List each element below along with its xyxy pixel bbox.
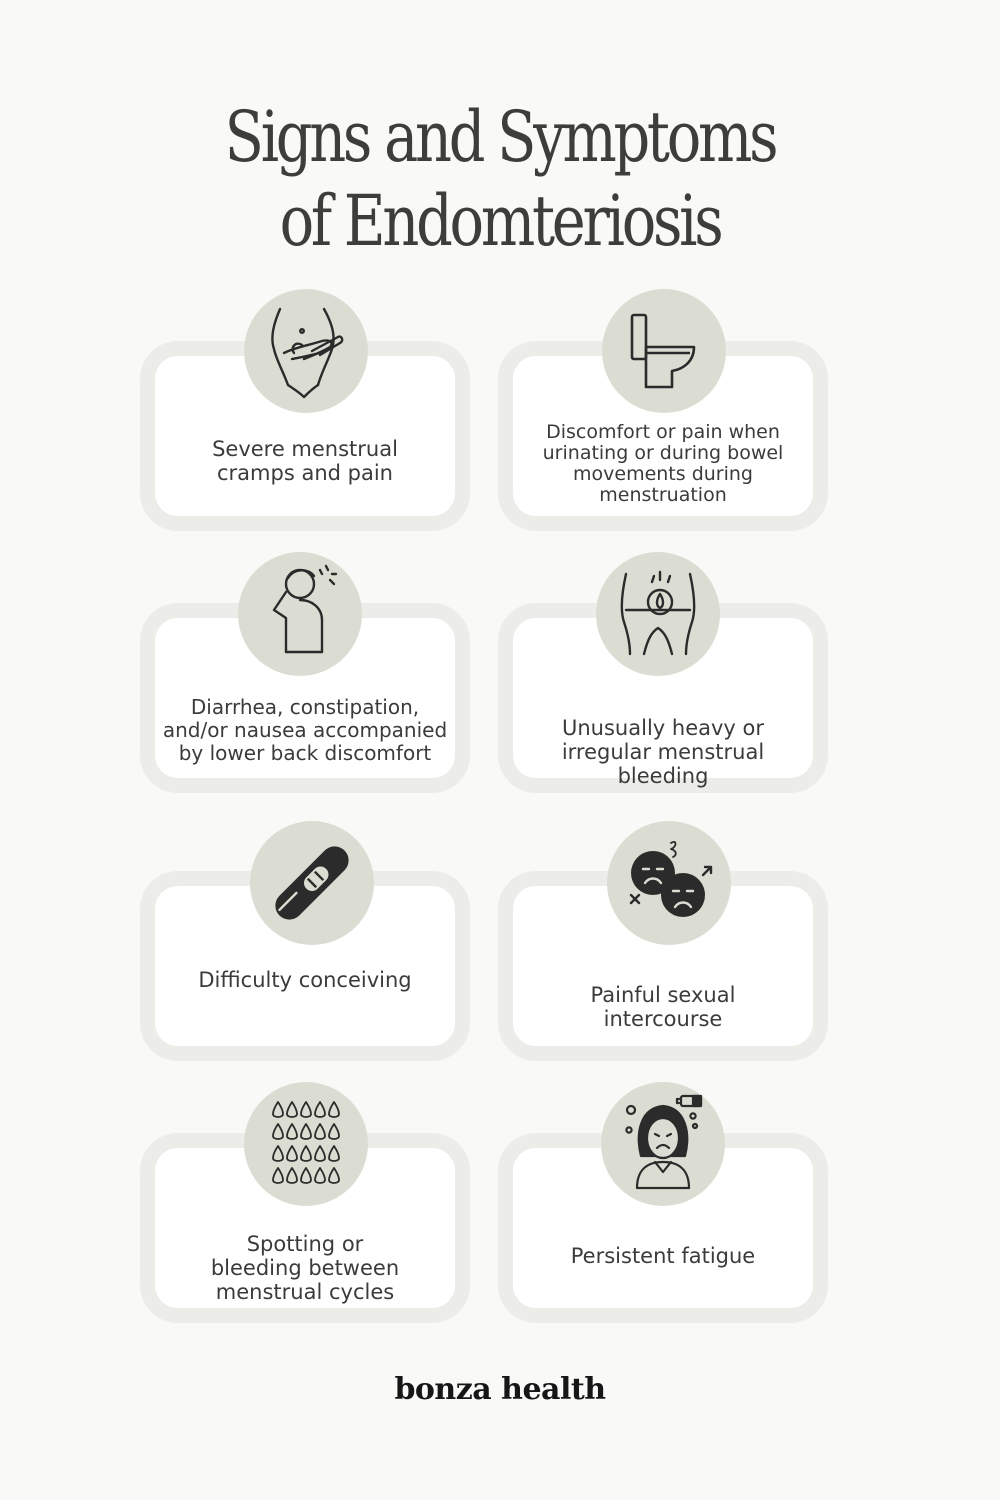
droplets-icon — [244, 1082, 368, 1206]
symptom-text: Diarrhea, constipation, and/or nausea accompanied by lower back discomfort — [162, 695, 448, 765]
page-title — [90, 95, 910, 263]
abdominal-cramps-icon — [244, 289, 368, 413]
menstrual-bleeding-icon — [596, 552, 720, 676]
tired-woman-icon — [601, 1082, 725, 1206]
title-line-1: Signs and Symptoms — [224, 96, 776, 178]
headache-person-icon — [238, 552, 362, 676]
symptom-text: Difficulty conceiving — [198, 968, 412, 992]
brand-logo: bonza health — [394, 1372, 606, 1407]
symptom-text: Persistent fatigue — [570, 1244, 756, 1268]
symptom-text: Severe menstrual cramps and pain — [212, 437, 398, 485]
symptom-text: Painful sexual intercourse — [590, 983, 736, 1031]
pregnancy-test-icon — [250, 821, 374, 945]
symptom-text: Unusually heavy or irregular menstrual bleeding — [561, 716, 765, 788]
toilet-icon — [602, 289, 726, 413]
symptom-text: Discomfort or pain when urinating or during bowel movements during menstruation — [542, 421, 784, 506]
sad-couple-icon — [607, 821, 731, 945]
symptom-text: Spotting or bleeding between menstrual cycles — [210, 1232, 400, 1304]
title-line-2: of Endomteriosis — [279, 180, 721, 262]
